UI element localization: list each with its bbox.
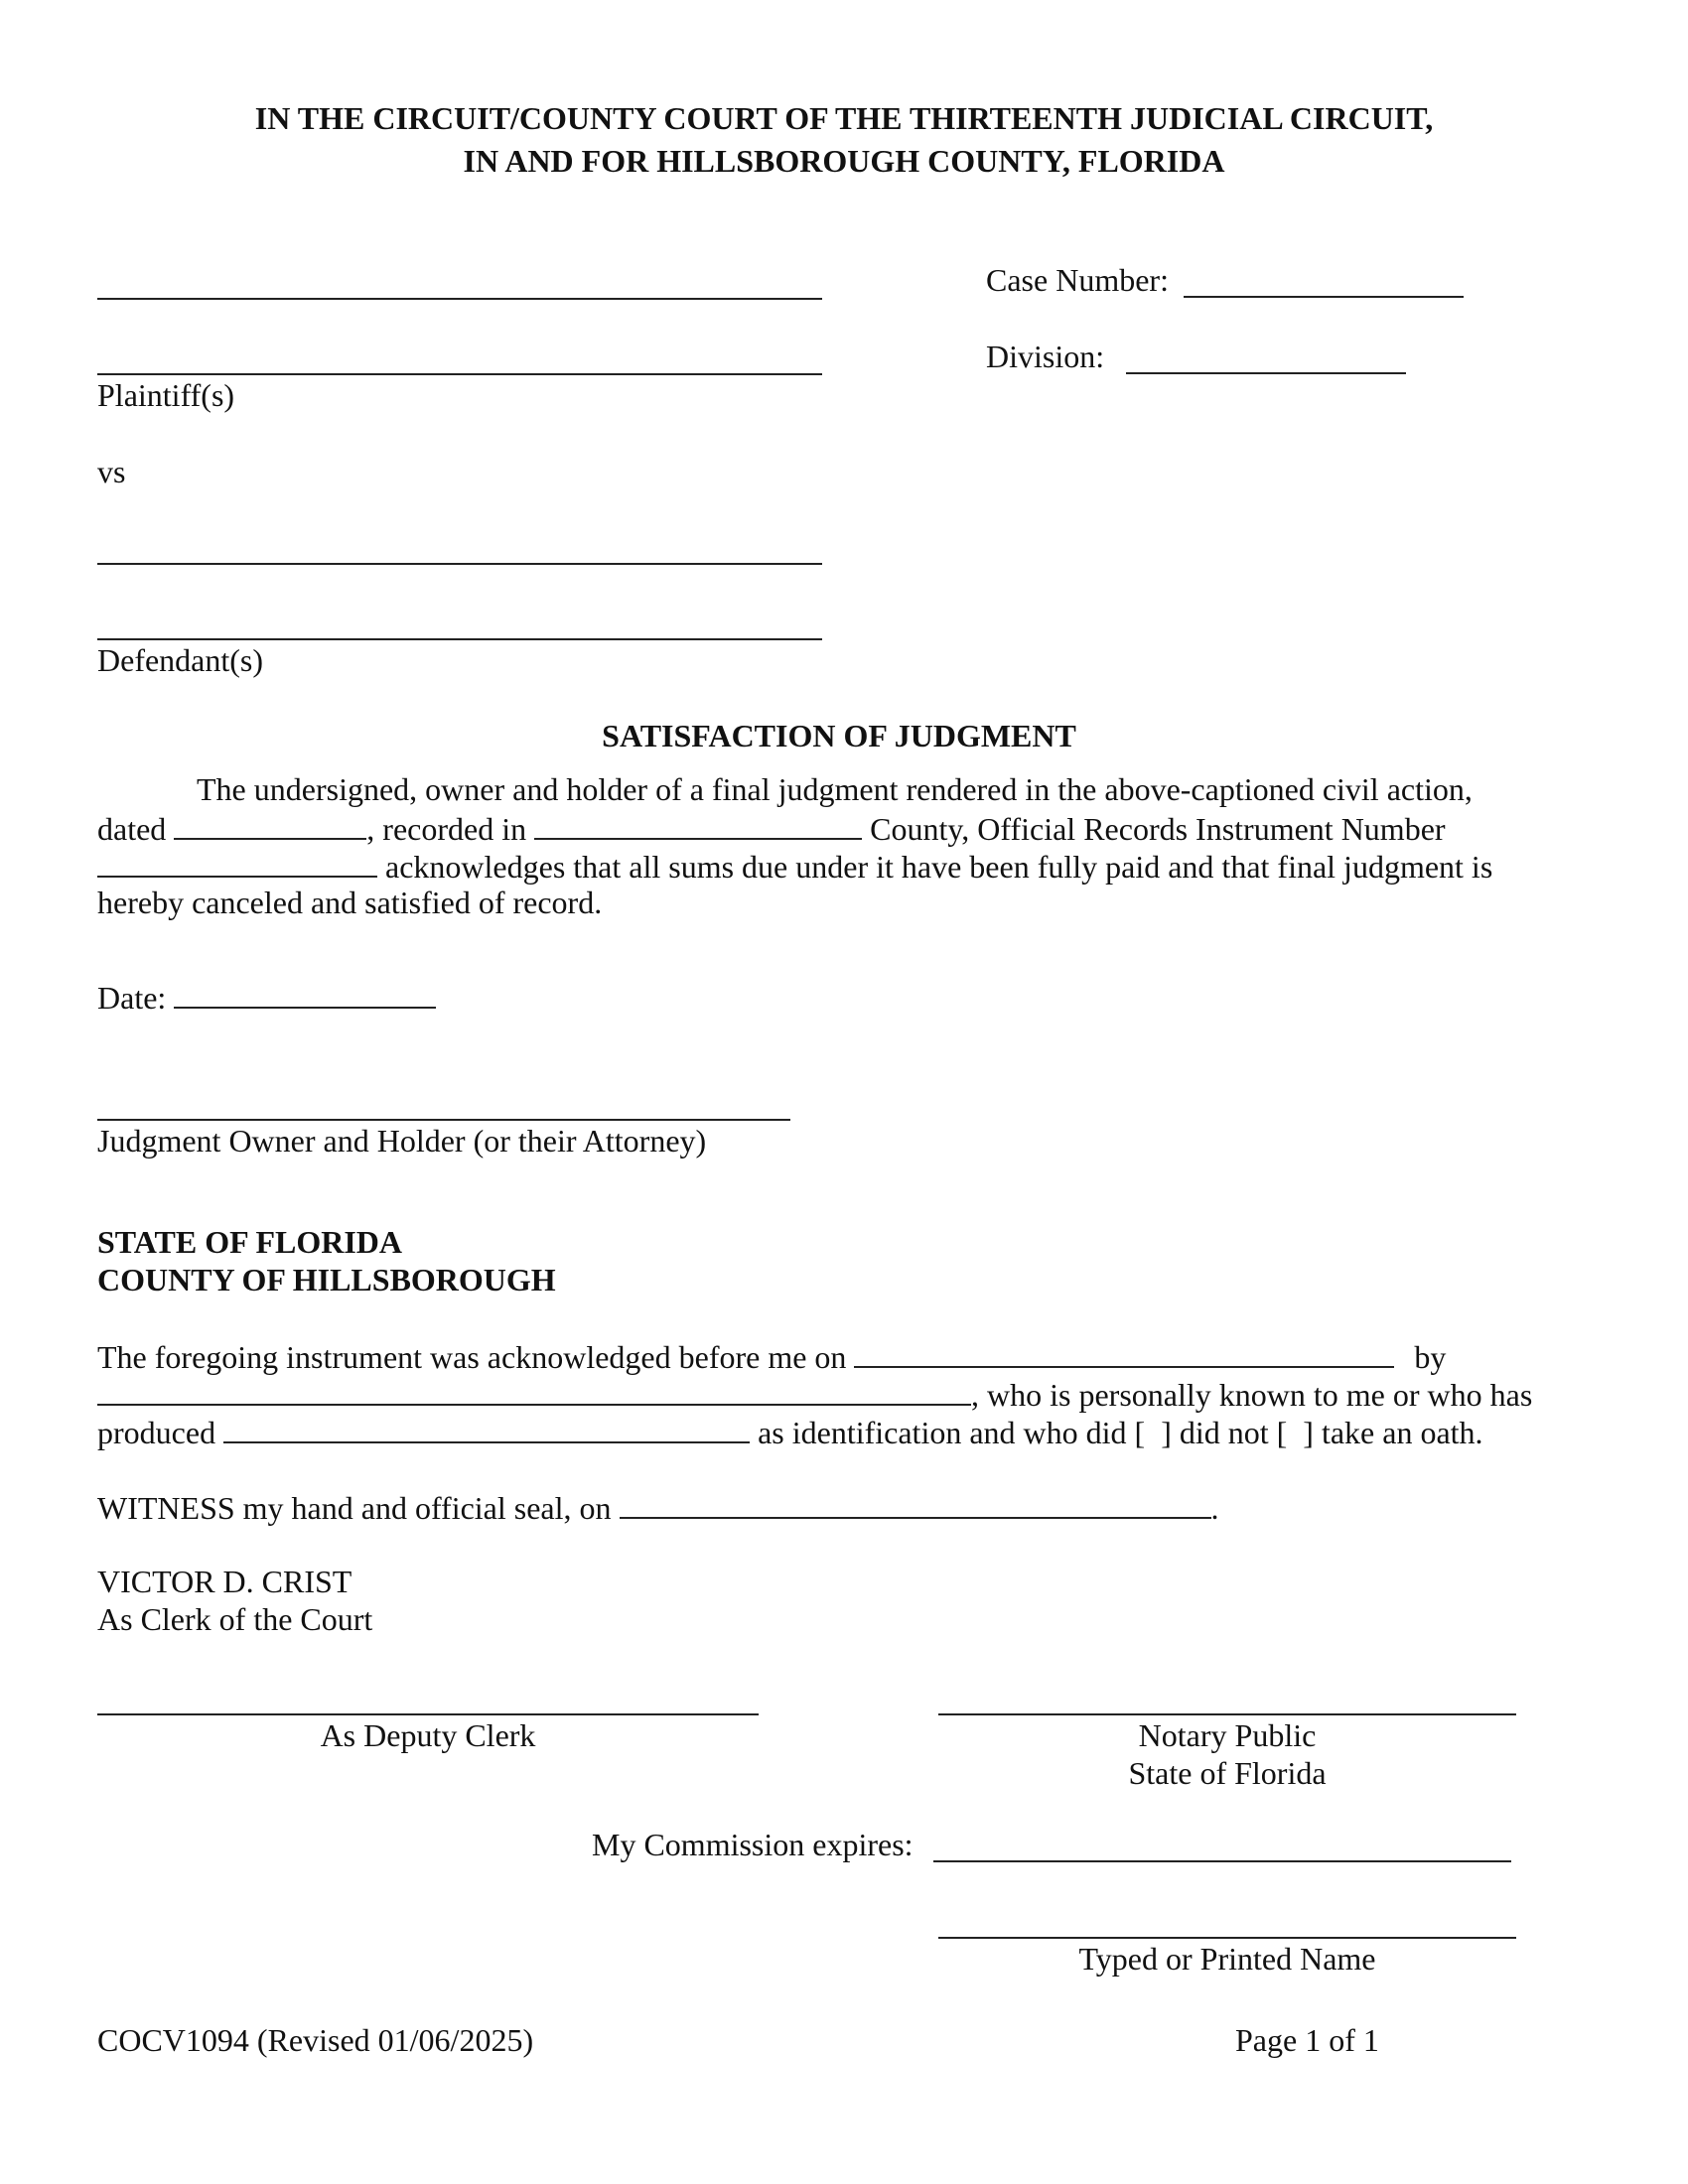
plaintiff-label: Plaintiff(s) [97, 377, 235, 413]
division-field[interactable] [1126, 372, 1406, 374]
deputy-clerk-signature-line[interactable] [97, 1713, 759, 1715]
county-heading: COUNTY OF HILLSBOROUGH [97, 1262, 556, 1297]
paragraph-line3 [97, 846, 1492, 886]
commission-label: My Commission expires: [592, 1827, 914, 1862]
division-label: Division: [986, 339, 1105, 374]
ack-text-a: The foregoing instrument was acknowledged before me on [97, 1339, 847, 1375]
defendant-line-1[interactable] [97, 563, 822, 565]
ack-line1 [97, 1336, 1446, 1376]
ack-name-field[interactable] [97, 1374, 971, 1406]
ack-line2 [97, 1374, 1532, 1414]
ack-known-text: , who is personally known to me or who has [971, 1377, 1533, 1413]
recorded-in-label: , recorded in [366, 811, 527, 847]
deputy-clerk-label: As Deputy Clerk [320, 1717, 536, 1753]
did-checkbox[interactable]: [ ] [1134, 1415, 1172, 1450]
page-number: Page 1 of 1 [1235, 2022, 1379, 2058]
plaintiff-line-2[interactable] [97, 373, 822, 375]
identification-field[interactable] [223, 1412, 750, 1443]
recorded-county-field[interactable] [534, 808, 862, 840]
commission-expires-field[interactable] [933, 1860, 1511, 1862]
typed-name-line[interactable] [938, 1937, 1516, 1939]
instrument-number-field[interactable] [97, 846, 377, 878]
state-heading: STATE OF FLORIDA [97, 1224, 402, 1260]
did-not-label: did not [1179, 1415, 1269, 1450]
witness-period: . [1210, 1490, 1219, 1526]
dated-label: dated [97, 811, 167, 847]
witness-text: WITNESS my hand and official seal, on [97, 1490, 612, 1526]
witness-row [97, 1487, 1219, 1527]
produced-label: produced [97, 1415, 216, 1450]
date-row [97, 977, 436, 1017]
defendant-label: Defendant(s) [97, 642, 264, 678]
case-number-field[interactable] [1184, 296, 1464, 298]
ack-by-label: by [1414, 1339, 1447, 1375]
document-title: SATISFACTION OF JUDGMENT [602, 718, 1076, 753]
county-records-label: County, Official Records Instrument Number [870, 811, 1446, 847]
acknowledges-text: acknowledges that all sums due under it have been fully paid and that final judgment is [385, 849, 1493, 885]
ack-date-field[interactable] [854, 1336, 1394, 1368]
case-number-label: Case Number: [986, 262, 1169, 298]
clerk-title: As Clerk of the Court [97, 1601, 373, 1637]
did-not-checkbox[interactable]: [ ] [1276, 1415, 1314, 1450]
plaintiff-line-1[interactable] [97, 298, 822, 300]
date-label: Date: [97, 980, 167, 1016]
witness-date-field[interactable] [620, 1487, 1211, 1519]
owner-signature-label: Judgment Owner and Holder (or their Attorney) [97, 1123, 707, 1159]
court-header-line1: IN THE CIRCUIT/COUNTY COURT OF THE THIRTEENTH JUDICIAL CIRCUIT, [254, 100, 1434, 136]
oath-text: take an oath. [1321, 1415, 1483, 1450]
clerk-name: VICTOR D. CRIST [97, 1564, 352, 1599]
defendant-line-2[interactable] [97, 638, 822, 640]
notary-public-label: Notary Public [1138, 1717, 1317, 1753]
paragraph-line2 [97, 808, 1446, 848]
notary-signature-line[interactable] [938, 1713, 1516, 1715]
ack-line3 [97, 1412, 1483, 1451]
vs-label: vs [97, 454, 126, 489]
notary-state-label: State of Florida [1128, 1755, 1327, 1791]
paragraph-line1: The undersigned, owner and holder of a final judgment rendered in the above-captioned civil action, [197, 771, 1473, 807]
dated-field[interactable] [174, 808, 366, 840]
typed-name-label: Typed or Printed Name [1078, 1941, 1376, 1977]
form-id: COCV1094 (Revised 01/06/2025) [97, 2022, 534, 2058]
court-header-line2: IN AND FOR HILLSBOROUGH COUNTY, FLORIDA [463, 143, 1225, 179]
identification-text: as identification and who did [758, 1415, 1127, 1450]
owner-signature-line[interactable] [97, 1119, 790, 1121]
paragraph-line4: hereby canceled and satisfied of record. [97, 885, 603, 920]
date-field[interactable] [174, 977, 436, 1009]
